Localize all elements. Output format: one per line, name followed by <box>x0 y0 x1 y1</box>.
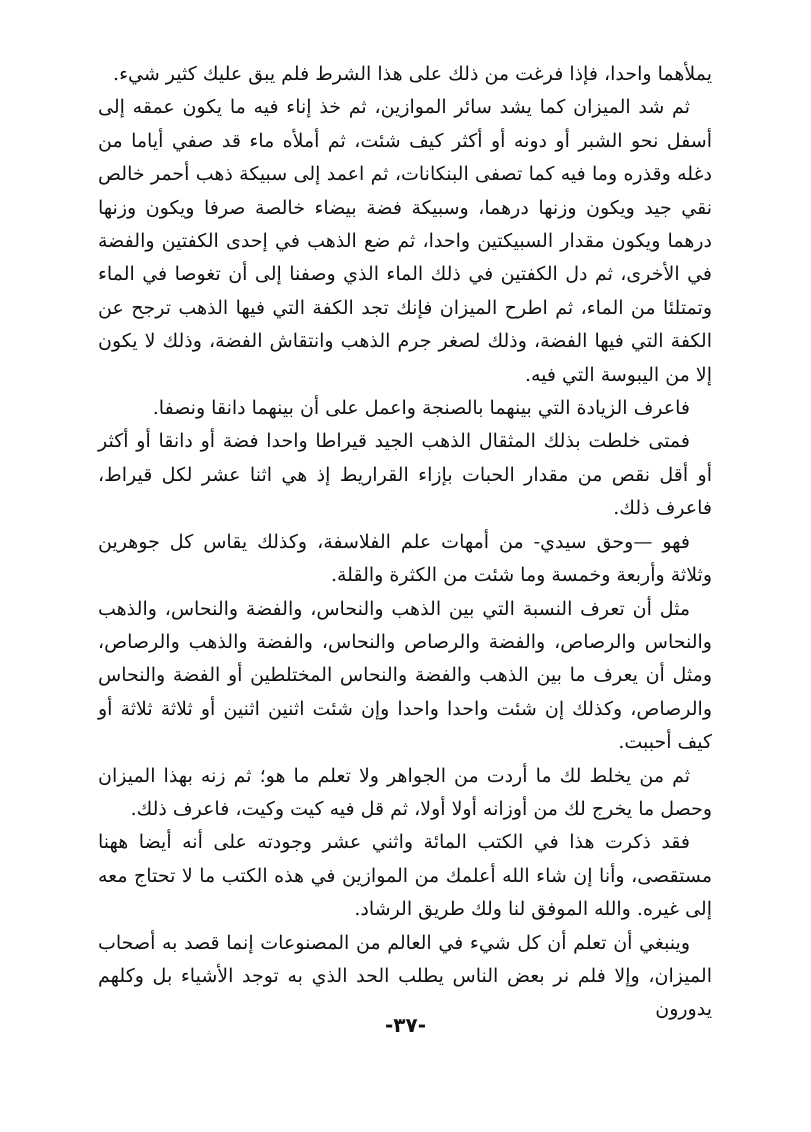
paragraph-3: فاعرف الزيادة التي بينهما بالصنجة واعمل على أن بينهما دانقا ونصفا. <box>152 397 690 420</box>
paragraph-1: يملأهما واحدا، فإذا فرغت من ذلك على هذا الشرط فلم يبق عليك كثير شيء. <box>113 63 712 85</box>
paragraph-2: ثم شد الميزان كما يشد سائر الموازين، ثم خذ إناء فيه ما يكون عمقه إلى أسفل نحو الشبر أو دونه أو أكثر كيف شئت، ثم أملأه ماء قد صفي أياما من دغله وقذره وما فيه كما تصفى البنكانات، ثم اعمد إلى سبيكة ذهب أحمر خالص نقي جيد ويكون وزنها درهما، وسبيكة فضة بيضاء خالصة صرفا ويكون وزنها درهما ويكون مقدار السبيكتين واحدا، ثم ضع الذهب في إحدى الكفتين والفضة في الأخرى، ثم دل الكفتين في ذلك الماء الذي وصفنا إلى أن تغوصا في الماء وتمتلئا من الماء، ثم اطرح الميزان فإنك تجد الكفة التي فيها الذهب ترجح عن الكفة التي فيها الفضة، وذلك لصغر جرم الذهب وانتقاش الفضة، وذلك لا يكون إلا من اليبوسة التي فيه. <box>98 96 712 386</box>
paragraph-8: فقد ذكرت هذا في الكتب المائة واثني عشر وجودته على أنه أيضا ههنا مستقصى، وأنا إن شاء الله أعلمك من الموازين في هذه الكتب ما لا تحتاج معه إلى غيره. والله الموفق لنا ولك طريق الرشاد. <box>98 831 712 921</box>
paragraph-5: فهو —وحق سيدي- من أمهات علم الفلاسفة، وكذلك يقاس كل جوهرين وثلاثة وأربعة وخمسة وما شئت من الكثرة والقلة. <box>98 530 712 587</box>
page-number: -٣٧- <box>384 1013 427 1037</box>
paragraph-6: مثل أن تعرف النسبة التي بين الذهب والنحاس، والفضة والنحاس، والذهب والنحاس والرصاص، والفضة والرصاص والنحاس، والفضة والذهب والرصاص، ومثل أن يعرف ما بين الذهب والفضة والنحاس المختلطين أو الفضة والنحاس والرصاص، وكذلك إن شئت واحدا واحدا وإن شئت اثنين اثنين أو ثلاثة ثلاثة أو كيف أحببت. <box>98 597 712 754</box>
paragraph-7: ثم من يخلط لك ما أردت من الجواهر ولا تعلم ما هو؛ ثم زنه بهذا الميزان وحصل ما يخرج لك من أوزانه أولا أولا، ثم قل فيه كيت وكيت، فاعرف ذلك. <box>98 764 712 820</box>
paragraph-9: وينبغي أن تعلم أن كل شيء في العالم من المصنوعات إنما قصد به أصحاب الميزان، وإلا فلم نر بعض الناس يطلب الحد الذي به توجد الأشياء بل وكلهم يدورون <box>98 931 712 1021</box>
page-body <box>98 58 712 1027</box>
paragraph-4: فمتى خلطت بذلك المثقال الذهب الجيد قيراطا واحدا فضة أو دانقا أو أكثر أو أقل نقص من مقدار الحبات بإزاء القراريط إذ هي اثنا عشر لكل قيراط، فاعرف ذلك. <box>98 430 712 520</box>
